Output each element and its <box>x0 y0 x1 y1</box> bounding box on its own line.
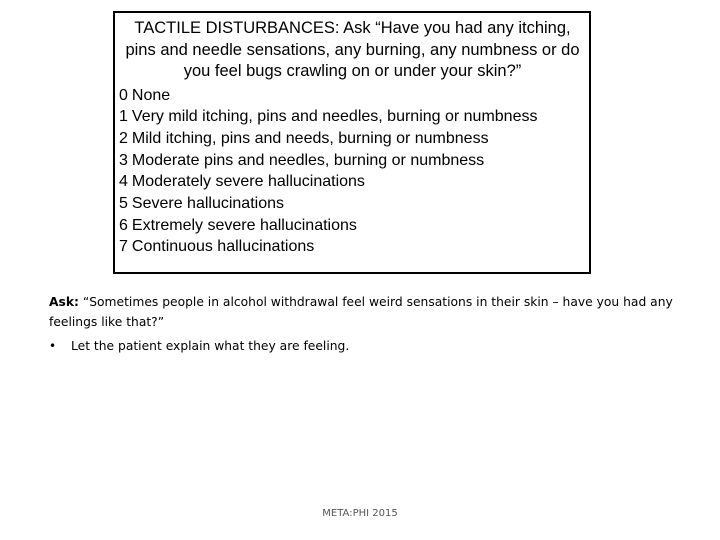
score-description: Mild itching, pins and needs, burning or numbness <box>131 129 489 147</box>
ask-label: Ask: <box>49 295 79 309</box>
box-title: TACTILE DISTURBANCES: Ask “Have you had any itching, pins and needle sensations, any burning, any numbness or do you feel bugs crawling on or under your skin?” <box>125 19 580 80</box>
score-item <box>119 128 586 150</box>
score-description: Very mild itching, pins and needles, burning or numbness <box>131 108 538 126</box>
score-description: Moderate pins and needles, burning or numbness <box>131 151 485 169</box>
ask-text: “Sometimes people in alcohol withdrawal feel weird sensations in their skin – have you had any feelings like that?” <box>49 295 673 329</box>
bullet-text: Let the patient explain what they are feeling. <box>71 339 350 353</box>
instructions <box>49 292 709 356</box>
score-item <box>119 215 586 237</box>
score-number: 4 <box>119 173 128 191</box>
score-description: Extremely severe hallucinations <box>131 216 357 234</box>
score-description: Moderately severe hallucinations <box>131 173 365 191</box>
score-list <box>119 85 586 259</box>
score-item <box>119 150 586 172</box>
score-item <box>119 85 586 107</box>
score-number: 3 <box>119 151 128 169</box>
score-item <box>119 193 586 215</box>
score-number: 2 <box>119 129 128 147</box>
score-item <box>119 236 586 258</box>
tactile-disturbances-box <box>113 11 591 274</box>
ask-paragraph <box>49 292 709 332</box>
score-item <box>119 106 586 128</box>
score-description: Severe hallucinations <box>131 195 284 213</box>
score-item <box>119 171 586 193</box>
bullet-icon: • <box>49 339 57 353</box>
score-number: 0 <box>119 86 128 104</box>
footer-credit: META:PHI 2015 <box>322 508 398 519</box>
score-description: Continuous hallucinations <box>131 238 315 256</box>
score-number: 1 <box>119 108 128 126</box>
score-number: 5 <box>119 195 128 213</box>
score-number: 6 <box>119 216 128 234</box>
bullet-item <box>49 336 709 356</box>
score-description: None <box>131 86 171 104</box>
score-number: 7 <box>119 238 128 256</box>
